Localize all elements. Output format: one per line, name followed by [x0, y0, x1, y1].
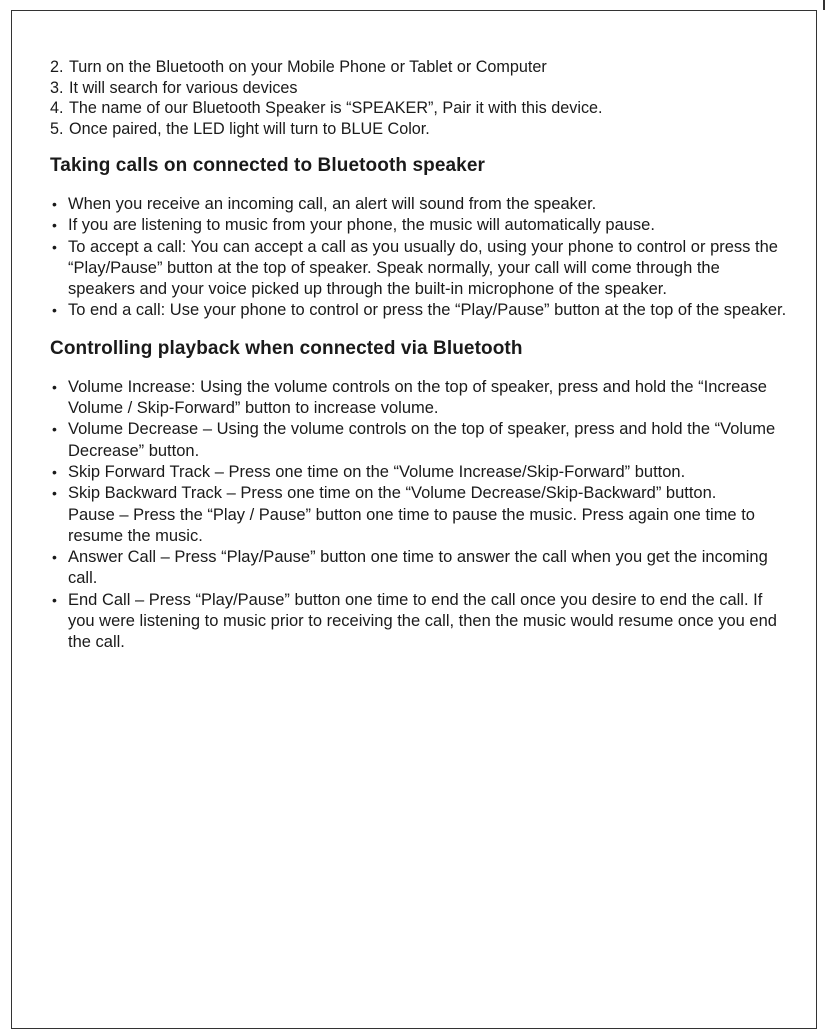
bullet-item — [50, 377, 790, 420]
step-item — [50, 119, 790, 140]
calls-bullet-list — [50, 194, 790, 322]
step-number: 2. — [50, 58, 64, 76]
step-number: 3. — [50, 78, 64, 97]
bullet-item — [50, 483, 790, 504]
step-number: 5. — [50, 119, 64, 138]
bullet-item — [50, 215, 790, 236]
bullet-text: To accept a call: You can accept a call as you usually do, using your phone to control or press the “Play/Pause” button at the top of speaker. Speak normally, your call will come through the speakers and your voice picked up through the built-in microphone of the speaker. — [68, 237, 778, 299]
bullet-text: Skip Backward Track – Press one time on the “Volume Decrease/Skip-Backward” button. — [68, 484, 717, 503]
section-heading-playback: Controlling playback when connected via Bluetooth — [50, 337, 523, 359]
bullet-item — [50, 547, 790, 590]
bullet-item — [50, 237, 790, 301]
bullet-item — [50, 300, 790, 321]
step-item — [50, 57, 790, 78]
bullet-text: Skip Forward Track – Press one time on the “Volume Increase/Skip-Forward” button. — [68, 462, 686, 481]
playback-bullet-list — [50, 377, 790, 654]
document-body — [50, 57, 790, 654]
bullet-item — [50, 590, 790, 654]
bullet-icon: • — [52, 302, 57, 319]
step-number: 4. — [50, 99, 64, 117]
bullet-text: Answer Call – Press “Play/Pause” button one time to answer the call when you get the incoming call. — [68, 548, 768, 588]
bullet-text: End Call – Press “Play/Pause” button one time to end the call once you desire to end the call. If you were listening to music prior to receiving the call, then the music would resume once you end the call. — [68, 590, 777, 652]
bullet-item — [50, 419, 790, 462]
bullet-text: To end a call: Use your phone to control or press the “Play/Pause” button at the top of the speaker. — [68, 301, 787, 320]
bullet-icon: • — [52, 549, 57, 566]
corner-tick — [823, 0, 825, 10]
bullet-item — [50, 194, 790, 215]
bullet-text: Volume Decrease – Using the volume controls on the top of speaker, press and hold the “Volume Decrease” button. — [68, 420, 776, 460]
bullet-text: When you receive an incoming call, an alert will sound from the speaker. — [68, 195, 597, 213]
bullet-item — [50, 505, 790, 548]
step-text: Turn on the Bluetooth on your Mobile Phone or Tablet or Computer — [69, 58, 547, 76]
bullet-text: Volume Increase: Using the volume controls on the top of speaker, press and hold the “Increase Volume / Skip-Forward” button to increase volume. — [68, 377, 767, 418]
bullet-icon: • — [52, 591, 57, 608]
bullet-icon: • — [52, 217, 57, 234]
pairing-steps-list — [50, 57, 790, 139]
bullet-text: Pause – Press the “Play / Pause” button one time to pause the music. Press again one time to resume the music. — [68, 505, 755, 545]
bullet-icon: • — [52, 196, 57, 212]
step-text: Once paired, the LED light will turn to BLUE Color. — [69, 119, 430, 138]
section-heading-calls: Taking calls on connected to Bluetooth speaker — [50, 155, 485, 176]
bullet-icon: • — [52, 378, 57, 395]
step-item — [50, 98, 790, 119]
bullet-item — [50, 462, 790, 483]
bullet-icon: • — [52, 238, 57, 255]
bullet-icon: • — [52, 485, 57, 502]
step-text: The name of our Bluetooth Speaker is “SPEAKER”, Pair it with this device. — [69, 99, 603, 117]
bullet-icon: • — [52, 421, 57, 438]
step-text: It will search for various devices — [69, 78, 298, 97]
bullet-text: If you are listening to music from your phone, the music will automatically pause. — [68, 216, 655, 235]
step-item — [50, 78, 790, 99]
bullet-icon: • — [52, 463, 57, 480]
